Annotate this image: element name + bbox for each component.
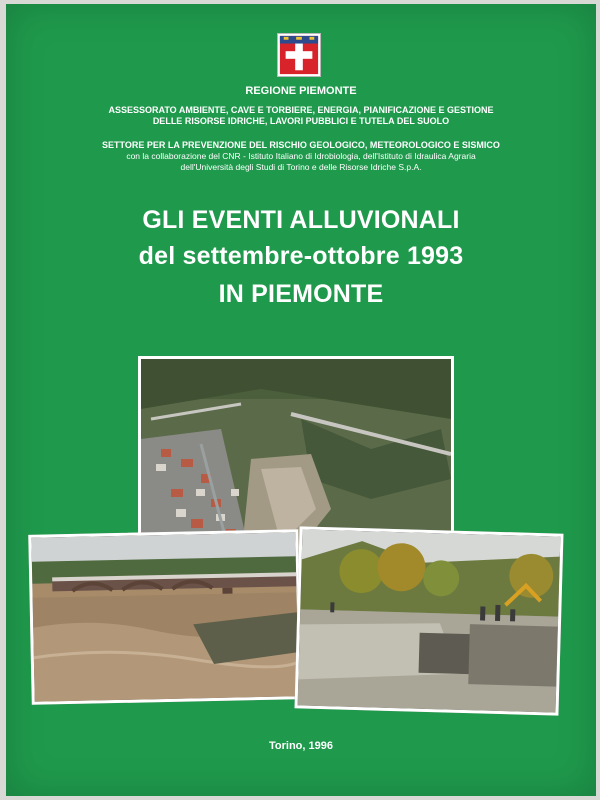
department-line-2: DELLE RISORSE IDRICHE, LAVORI PUBBLICI E TUTELA DEL SUOLO	[152, 116, 450, 126]
sector-line-3: dell'Università degli Studi di Torino e delle Risorse Idriche S.p.A.	[180, 162, 422, 172]
regione-piemonte-coat-of-arms-icon	[277, 33, 321, 77]
sector-line-1: SETTORE PER LA PREVENZIONE DEL RISCHIO GEOLOGICO, METEOROLOGICO E SISMICO	[102, 140, 500, 150]
flooded-river-bridge-photo	[28, 529, 302, 705]
title-line-3: IN PIEMONTE	[218, 280, 384, 308]
place-date: Torino, 1996	[269, 740, 333, 752]
sector-line-2: con la collaborazione del CNR - Istituto Italiano di Idrobiologia, dell'Istituto di Idraulica Agraria	[126, 151, 476, 161]
book-cover	[6, 4, 596, 796]
publisher-name: REGIONE PIEMONTE	[245, 85, 357, 97]
mudflow-rescuers-photo	[295, 526, 564, 715]
department-line-1: ASSESSORATO AMBIENTE, CAVE E TORBIERE, ENERGIA, PIANIFICAZIONE E GESTIONE	[108, 105, 494, 115]
title-line-2: del settembre-ottobre 1993	[138, 242, 464, 270]
title-line-1: GLI EVENTI ALLUVIONALI	[142, 206, 460, 234]
